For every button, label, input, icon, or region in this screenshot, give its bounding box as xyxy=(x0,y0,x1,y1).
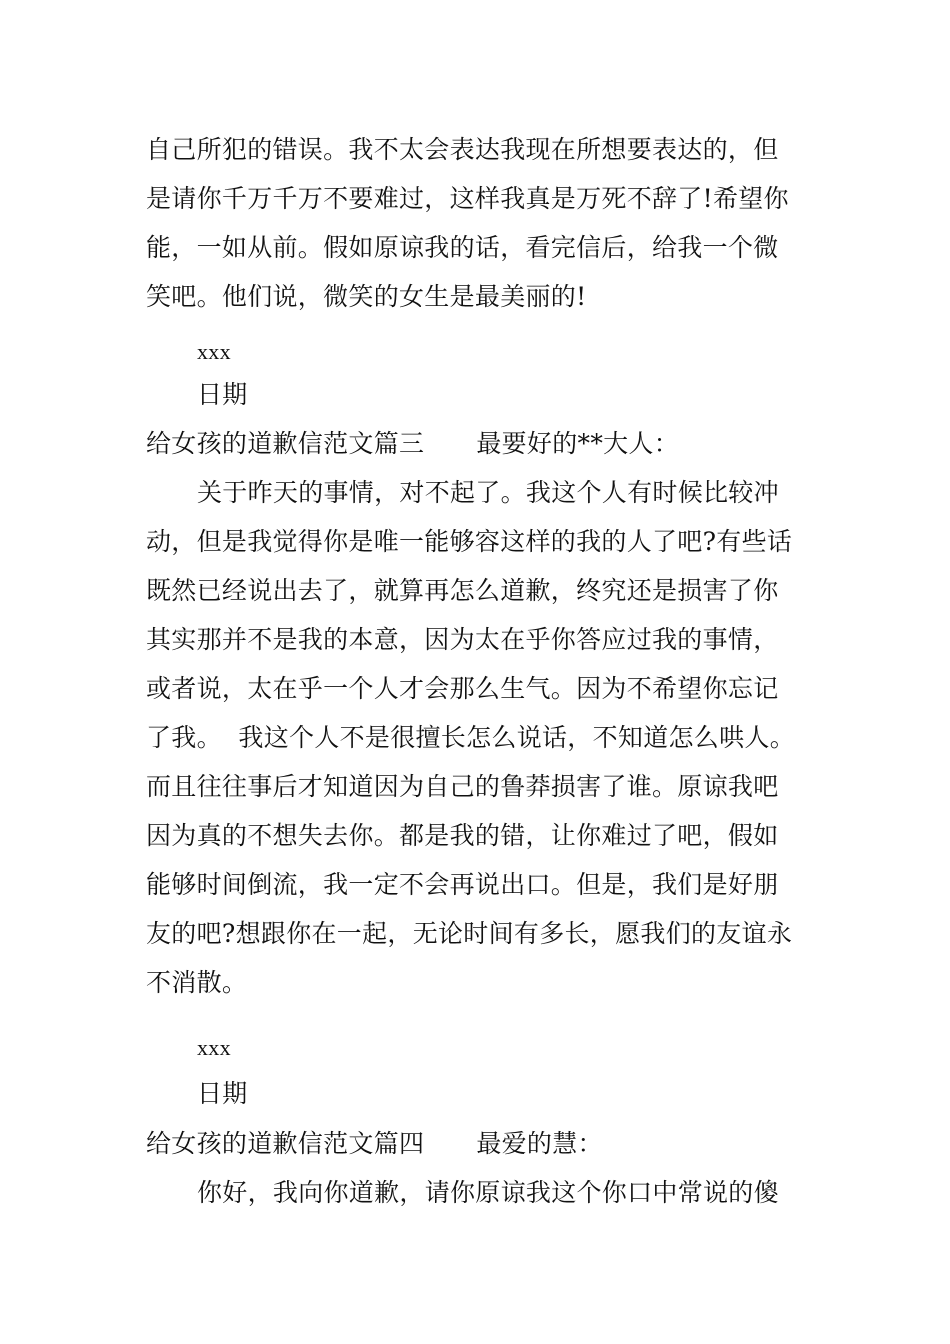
salutation: 最要好的**大人： xyxy=(476,429,680,458)
paragraph-line: 了我。 我这个人不是很擅长怎么说话，不知道怎么哄人。 xyxy=(146,723,795,752)
section-title: 给女孩的道歉信范文篇四 xyxy=(146,1129,425,1158)
date-label: 日期 xyxy=(197,380,248,409)
paragraph-line: 你好，我向你道歉，请你原谅我这个你口中常说的傻 xyxy=(197,1178,779,1207)
paragraph-line: 因为真的不想失去你。都是我的错，让你难过了吧，假如 xyxy=(146,821,779,850)
paragraph-line: 是请你千万千万不要难过，这样我真是万死不辞了!希望你 xyxy=(146,184,789,213)
paragraph-line: 或者说，太在乎一个人才会那么生气。因为不希望你忘记 xyxy=(146,674,779,703)
paragraph-line: 自己所犯的错误。我不太会表达我现在所想要表达的，但 xyxy=(146,135,779,164)
signature: xxx xyxy=(197,339,231,364)
section-heading-line xyxy=(146,428,679,460)
section-heading-line xyxy=(146,1128,603,1160)
paragraph-line: 不消散。 xyxy=(146,968,248,997)
paragraph-line: 动，但是我觉得你是唯一能够容这样的我的人了吧?有些话 xyxy=(146,527,793,556)
paragraph-line: 而且往往事后才知道因为自己的鲁莽损害了谁。原谅我吧 xyxy=(146,772,779,801)
paragraph-line: 笑吧。他们说，微笑的女生是最美丽的! xyxy=(146,282,587,311)
date-label: 日期 xyxy=(197,1079,248,1108)
paragraph-line: 关于昨天的事情，对不起了。我这个人有时候比较冲 xyxy=(197,478,779,507)
paragraph-line: 其实那并不是我的本意，因为太在乎你答应过我的事情， xyxy=(146,625,779,654)
paragraph-line: 友的吧?想跟你在一起，无论时间有多长，愿我们的友谊永 xyxy=(146,919,793,948)
paragraph-line: 能，一如从前。假如原谅我的话，看完信后，给我一个微 xyxy=(146,233,779,262)
signature: xxx xyxy=(197,1035,231,1060)
paragraph-line: 能够时间倒流，我一定不会再说出口。但是，我们是好朋 xyxy=(146,870,779,899)
section-title: 给女孩的道歉信范文篇三 xyxy=(146,429,425,458)
paragraph-line: 既然已经说出去了，就算再怎么道歉，终究还是损害了你 xyxy=(146,576,779,605)
salutation: 最爱的慧： xyxy=(476,1129,603,1158)
